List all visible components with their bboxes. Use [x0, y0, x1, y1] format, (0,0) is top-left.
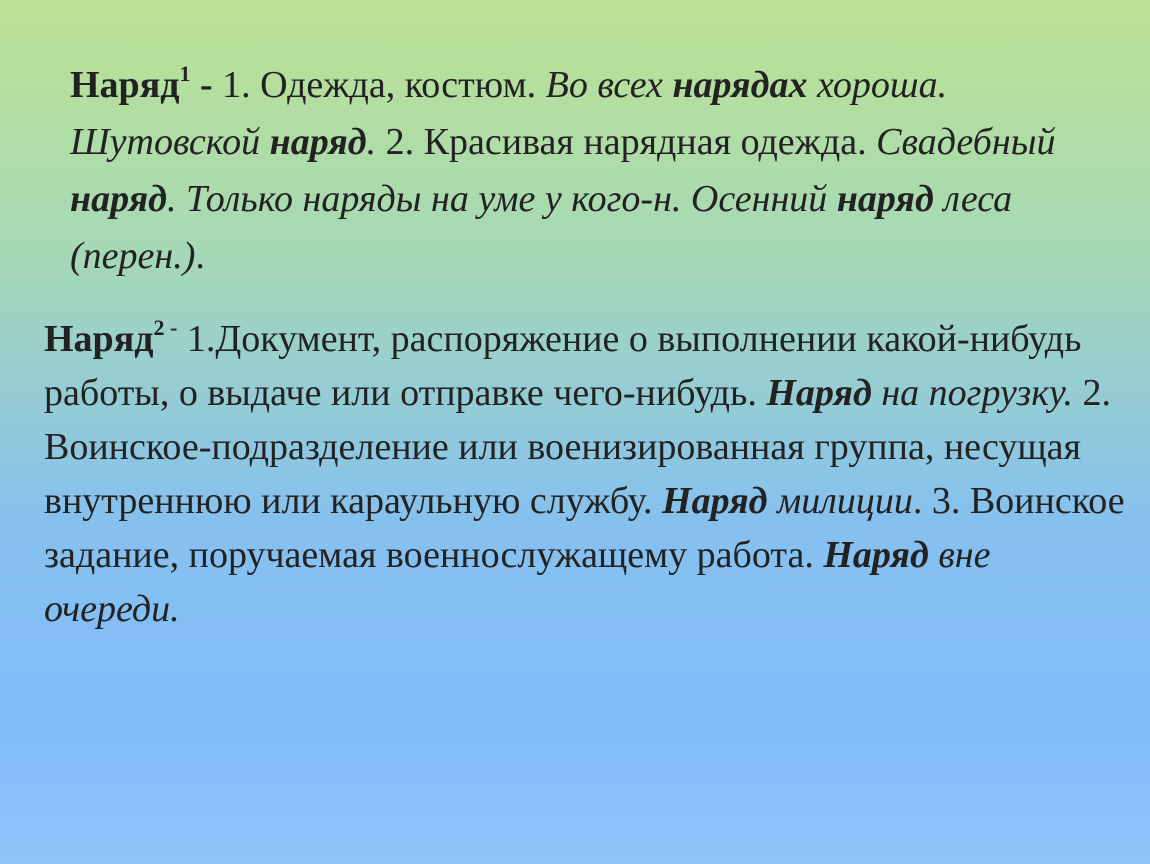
example-keyword: нарядах: [672, 64, 808, 106]
sense-2-text: 2. Воинское-подразделение или военизированная группа, несущая внутреннюю или караульную службу.: [44, 372, 1111, 522]
example-text: леса (перен.): [70, 178, 1013, 277]
example-text: милиции: [767, 480, 913, 522]
sense-3-text: . 3. Воинское задание, поручаемая военнослужащему работа.: [44, 480, 1125, 576]
headword-1: Наряд: [70, 64, 180, 106]
example-text: хороша. Шутовской: [70, 64, 948, 163]
example-keyword: Наряд: [766, 372, 872, 414]
sense-1-text: 1. Одежда, костюм.: [222, 64, 546, 106]
dash-1: -: [190, 64, 223, 106]
example-text: Во всех: [545, 64, 673, 106]
example-text: . Только наряды на уме у кого-н. Осенний: [167, 178, 837, 220]
period: .: [195, 235, 205, 277]
example-keyword: наряд: [269, 121, 367, 163]
example-keyword: Наряд: [823, 534, 929, 576]
sense-2-text: 2. Красивая нарядная одежда.: [385, 121, 877, 163]
example-keyword: наряд: [836, 178, 934, 220]
headword-2: Наряд: [44, 318, 154, 360]
example-text: .: [366, 121, 386, 163]
example-text: Свадебный: [876, 121, 1056, 163]
example-keyword: Наряд: [662, 480, 768, 522]
definition-entry-2: [44, 312, 1134, 636]
example-text: вне очереди.: [44, 534, 991, 630]
homonym-index-2: 2 -: [153, 315, 178, 341]
example-keyword: наряд: [70, 178, 168, 220]
definition-entry-1: [70, 57, 1080, 285]
example-text: на погрузку.: [871, 372, 1073, 414]
homonym-index-1: 1: [179, 61, 191, 87]
sense-1-text: 1.Документ, распоряжение о выполнении какой-нибудь работы, о выдаче или отправке чего-нибудь.: [44, 318, 1082, 414]
